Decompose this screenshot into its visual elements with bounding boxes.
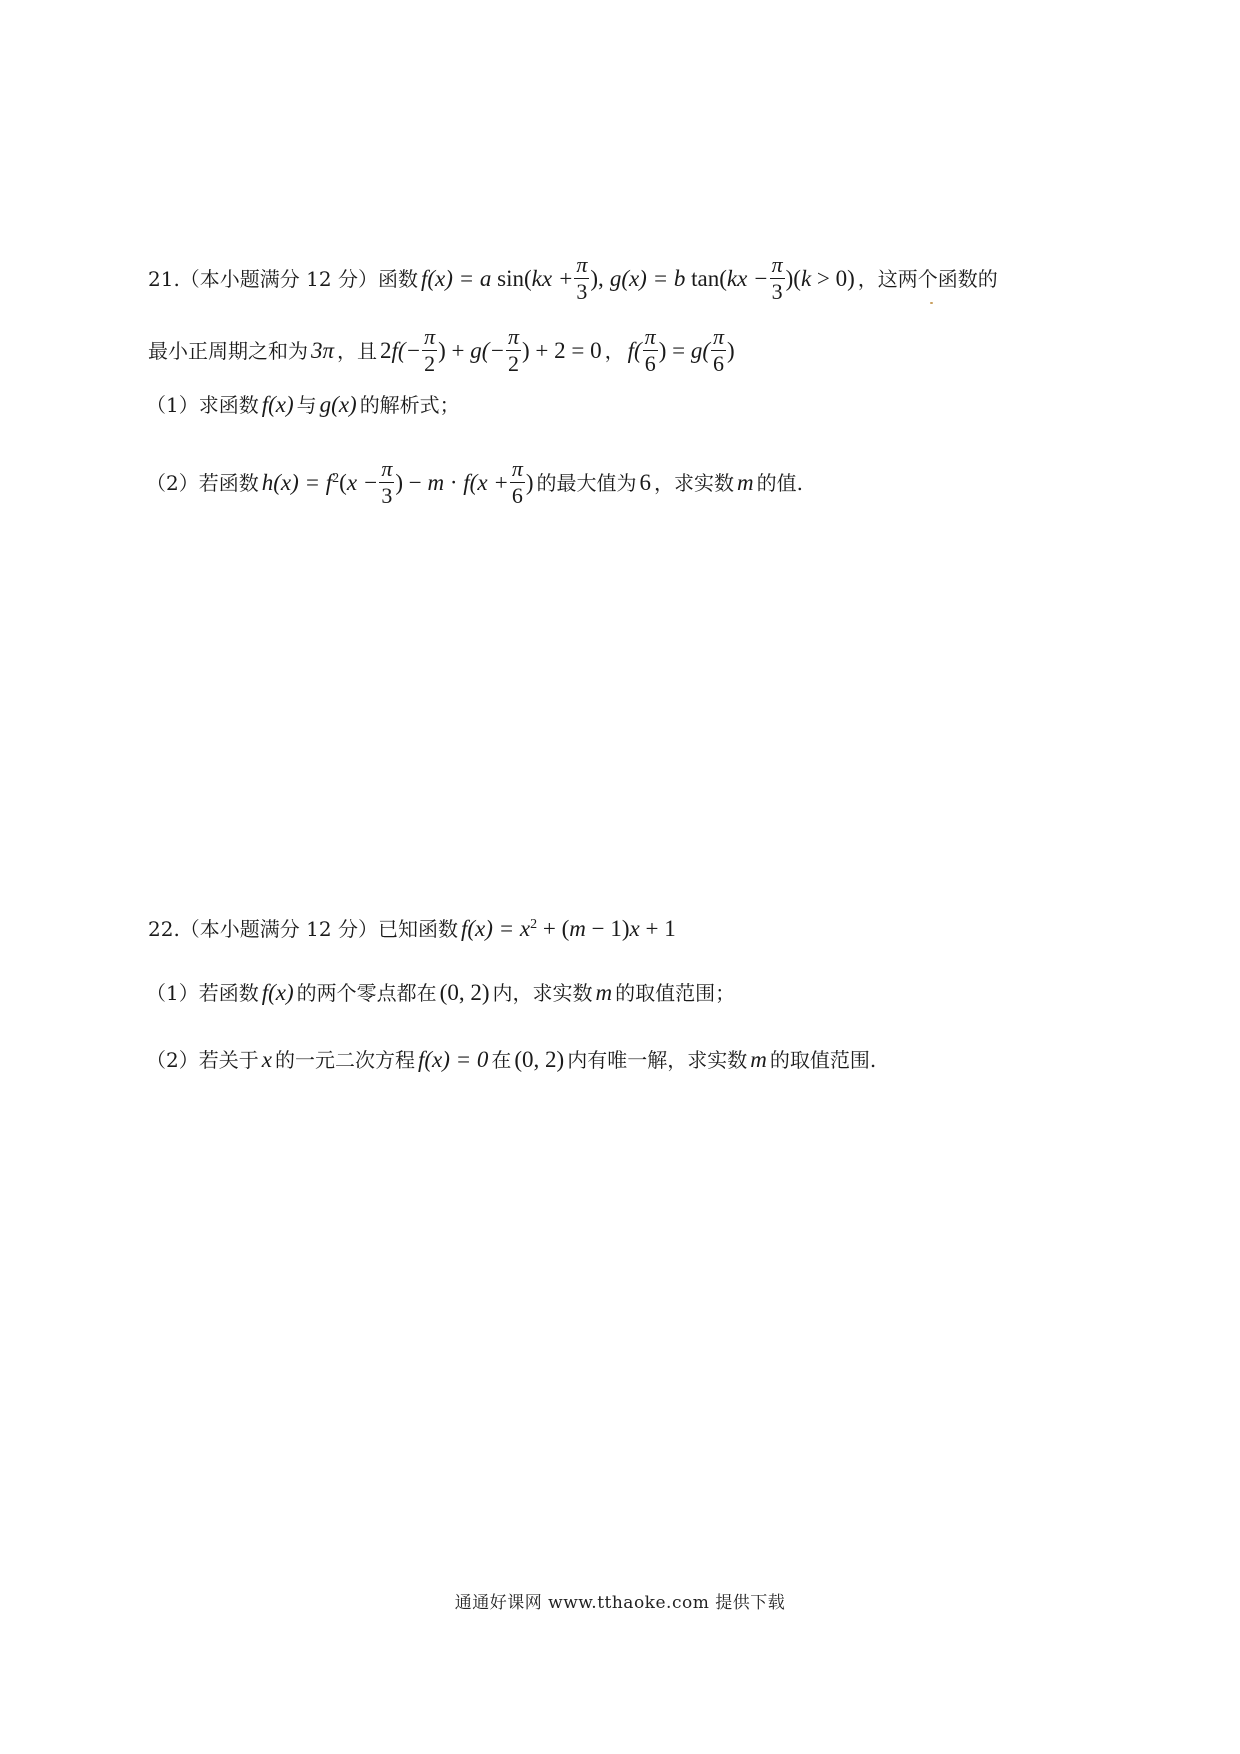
q21-line2-text: 最小正周期之和为 [148, 338, 308, 363]
q22-p1-mid2: 内，求实数 [492, 981, 593, 1005]
q22-line-1 [148, 915, 679, 943]
q22-p1-m: m [595, 980, 613, 1005]
q21-part-2 [146, 458, 803, 507]
q21-line-2 [148, 326, 738, 375]
q21-p1-g: g(x) [319, 392, 357, 417]
q22-func-f: f(x) = x $^2$ + ( m − 1) x + 1 [460, 916, 676, 941]
q22-p2-x: x [261, 1047, 272, 1072]
q21-mid: ，这两个函数的 [857, 266, 998, 291]
q21-func-f: f(x) = a sin( kx + $\frac{\pi}{3}$ ), [420, 252, 604, 304]
q21-p2-suffix: 的值. [756, 470, 804, 495]
footer-download-note: 通通好课网 www.tthaoke.com 提供下载 [454, 1593, 786, 1613]
q21-p2-h: h(x) = f $^2$ ( x − $\frac{\pi}{3}$ ) − m · f(x + $\frac{\pi}{6}$ ) [261, 456, 534, 508]
q21-part-1 [146, 391, 460, 419]
q21-period-sum: 3π [311, 337, 335, 363]
q21-p1-and: 与 [296, 393, 317, 417]
q21-p1-prefix: （1）求函数 [146, 393, 259, 417]
q21-line-1 [148, 254, 998, 303]
q21-p2-max: 6 [639, 469, 652, 495]
q21-cond2: f( $\frac{\pi}{6}$ ) = g( $\frac{\pi}{6}$ ) [627, 324, 735, 376]
q22-p1-interval: (0, 2) [439, 980, 490, 1005]
q22-p2-mid: 的一元二次方程 [274, 1048, 415, 1072]
q22-p2-m: m [750, 1047, 767, 1072]
q22-p2-interval: (0, 2) [514, 1047, 565, 1072]
q21-prefix: 21.（本小题满分 12 分）函数 [148, 266, 418, 291]
q22-p1-f: f(x) [261, 980, 294, 1005]
q21-cond1: 2 f(− $\frac{\pi}{2}$ ) + g(− $\frac{\pi}{2}$ ) + 2 = 0 [380, 324, 602, 376]
q22-p1-prefix: （1）若函数 [146, 981, 259, 1005]
q22-p1-suffix: 的取值范围； [615, 981, 736, 1005]
q21-p2-sep: ，求实数 [654, 470, 735, 495]
q21-func-g: g(x) = b tan( kx − $\frac{\pi}{3}$ )( k > 0) [609, 252, 855, 304]
q21-p2-prefix: （2）若函数 [146, 470, 259, 495]
q22-p2-suffix: 的取值范围. [769, 1048, 877, 1072]
scan-speck [930, 302, 933, 304]
q22-part-2 [146, 1046, 876, 1074]
q22-part-1 [146, 979, 735, 1007]
q21-p2-mid: 的最大值为 [536, 470, 637, 495]
q22-p2-in: 在 [491, 1048, 512, 1072]
q21-cond-join: ，且 [337, 338, 378, 363]
q22-prefix: 22.（本小题满分 12 分）已知函数 [148, 917, 458, 941]
q21-sep: ， [604, 338, 625, 363]
q22-p1-mid: 的两个零点都在 [296, 981, 437, 1005]
q21-p1-suffix: 的解析式； [359, 393, 460, 417]
q22-p2-eq: f(x) = 0 [417, 1047, 489, 1072]
q22-p2-prefix: （2）若关于 [146, 1048, 259, 1072]
q21-p1-f: f(x) [261, 392, 294, 417]
q21-p2-m: m [737, 469, 754, 495]
q22-p2-mid2: 内有唯一解，求实数 [567, 1048, 748, 1072]
